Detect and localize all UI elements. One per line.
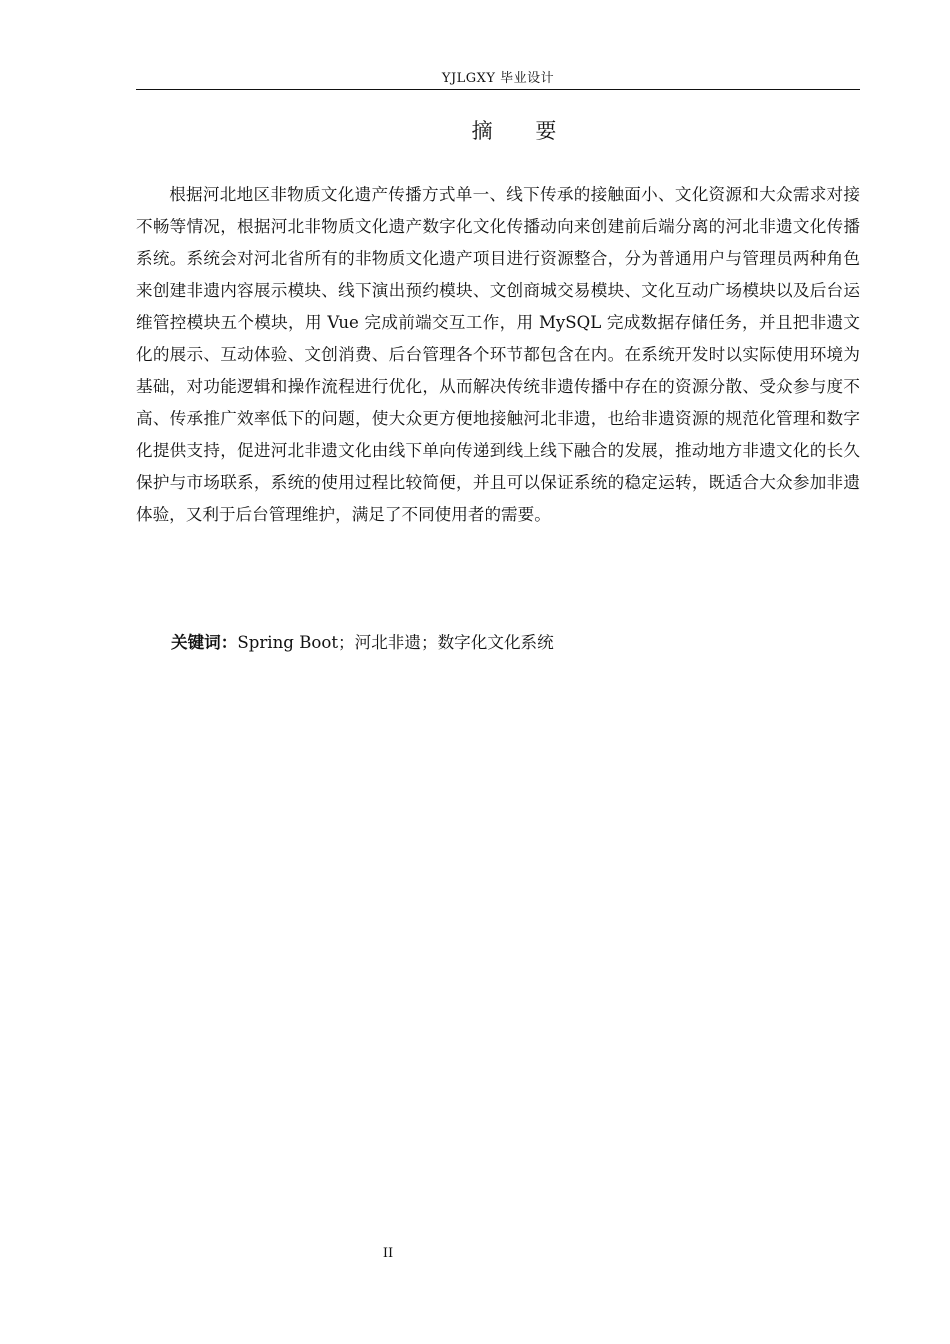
- keywords-label: 关键词：: [171, 633, 238, 652]
- header-text: YJLGXY 毕业设计: [441, 71, 555, 86]
- page-number: II: [382, 1246, 394, 1261]
- keywords-line: [171, 627, 861, 659]
- abstract-title: 摘 要: [471, 119, 575, 143]
- abstract-body: 根据河北地区非物质文化遗产传播方式单一、线下传承的接触面小、文化资源和大众需求对接不畅等情况，根据河北非物质文化遗产数字化文化传播动向来创建前后端分离的河北非遗文化传播系统。系统会对河北省所有的非物质文化遗产项目进行资源整合，分为普通用户与管理员两种角色来创建非遗内容展示模块、线下演出预约模块、文创商城交易模块、文化互动广场模块以及后台运维管控模块五个模块，用 Vue 完成前端交互工作，用 MySQL 完成数据存储任务，并且把非遗文化的展示、互动体验、文创消费、后台管理各个环节都包含在内。在系统开发时以实际使用环境为基础，对功能逻辑和操作流程进行优化，从而解决传统非遗传播中存在的资源分散、受众参与度不高、传承推广效率低下的问题，使大众更方便地接触河北非遗，也给非遗资源的规范化管理和数字化提供支持，促进河北非遗文化由线下单向传递到线上线下融合的发展，推动地方非遗文化的长久保护与市场联系，系统的使用过程比较简便，并且可以保证系统的稳定运转，既适合大众参加非遗体验，又利于后台管理维护，满足了不同使用者的需要。: [136, 185, 860, 524]
- page-header: [136, 70, 860, 90]
- keywords-value: Spring Boot；河北非遗；数字化文化系统: [237, 633, 554, 652]
